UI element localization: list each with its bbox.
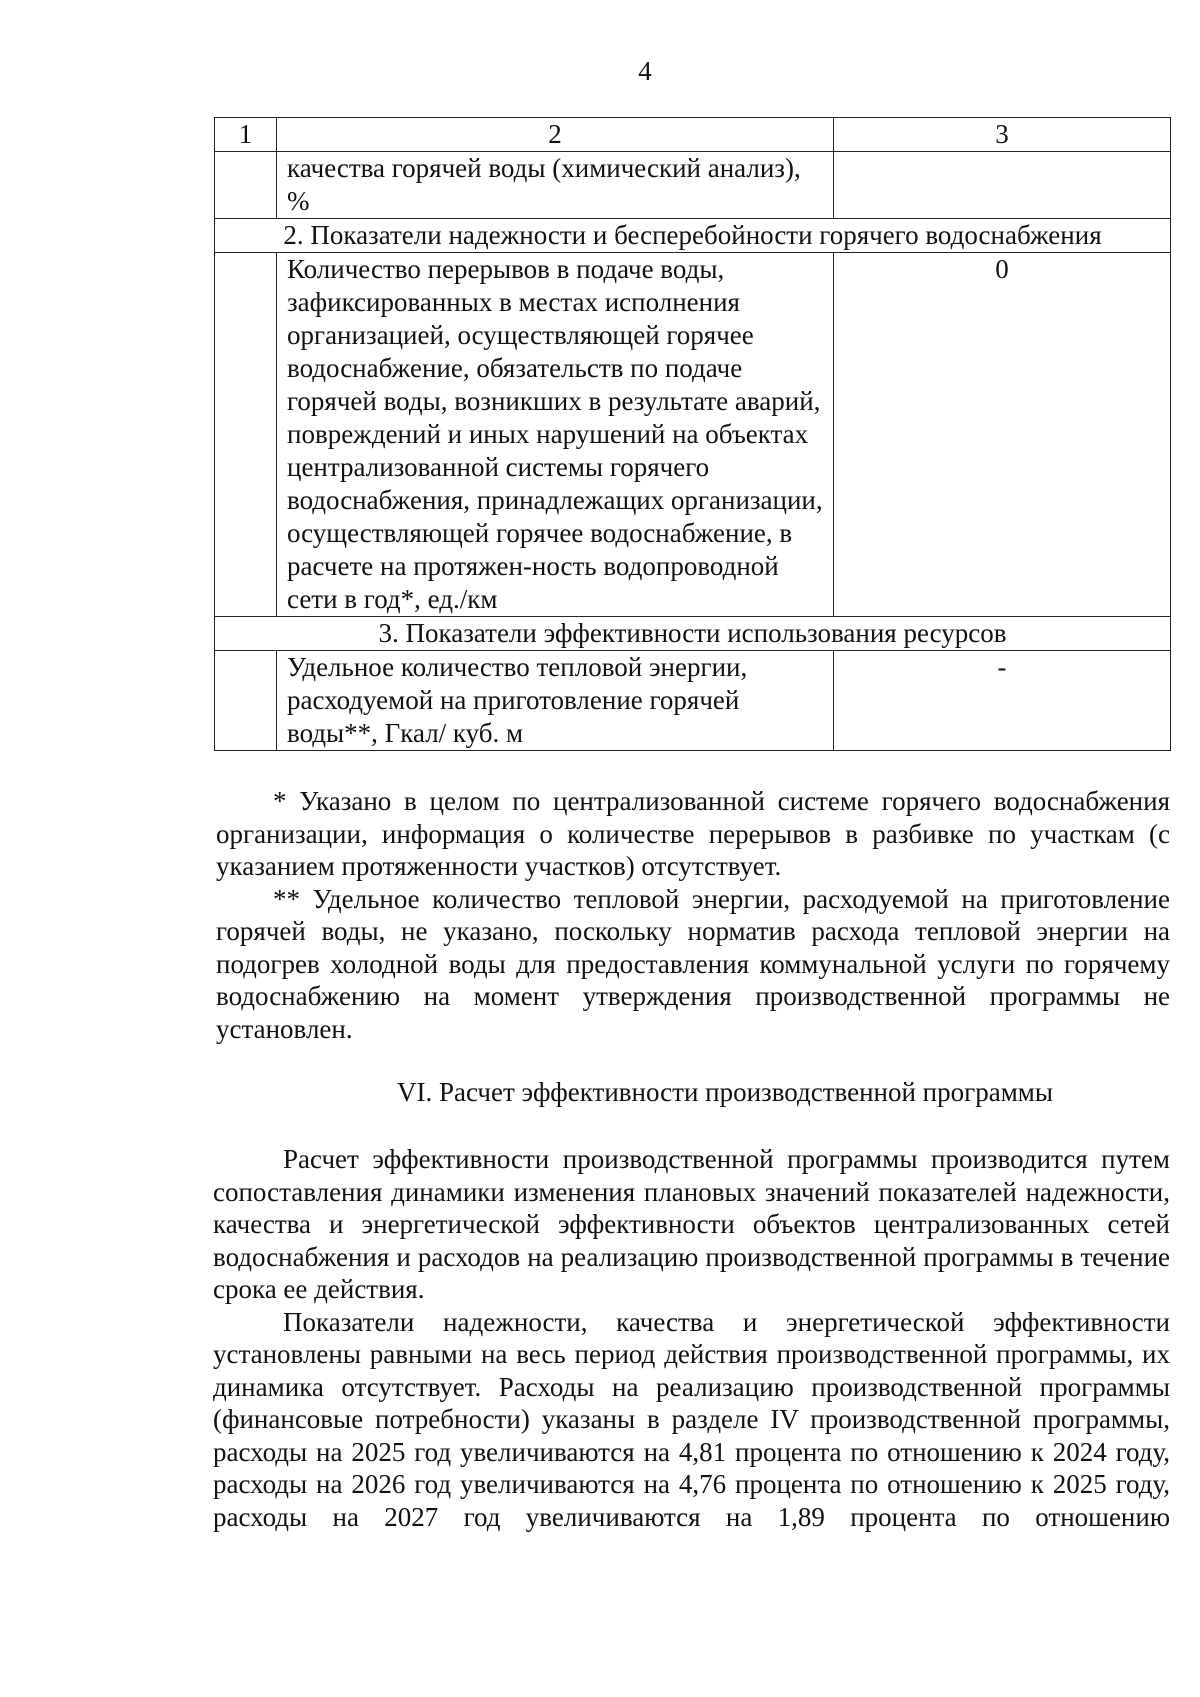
section-title: VI. Расчет эффективности производственной программы: [396, 1077, 1053, 1107]
table-row: [215, 152, 1171, 219]
paragraph: Расчет эффективности производственной программы производится путем сопоставления динамики изменения плановых значений показателей надежности, качества и энергетической эффективности объектов централизованных сетей водоснабжения и расходов на реализацию производственной программы в течение срока ее действия.: [213, 1144, 1170, 1304]
table-cell: [215, 152, 277, 219]
table-section-row: [215, 617, 1171, 651]
table-row: [215, 253, 1171, 617]
footnote-1: * Указано в целом по централизованной системе горячего водоснабжения организации, информация о количестве перерывов в разбивке по участкам (с указанием протяженности участков) отсутствует.: [216, 786, 1170, 881]
table-header-cell: 1: [215, 118, 277, 152]
indicators-table: [214, 117, 1171, 751]
page-number: 4: [638, 56, 652, 86]
table-cell: Количество перерывов в подаче воды, зафиксированных в местах исполнения организацией, осуществляющей горячее водоснабжение, обязательств по подаче горячей воды, возникших в результате аварий, повреждений и иных нарушений на объектах централизованной системы горячего водоснабжения, принадлежащих организации, осуществляющей горячее водоснабжение, в расчете на протяжен-ность водопроводной сети в год*, ед./км: [277, 253, 834, 617]
table-header-cell: 3: [834, 118, 1171, 152]
footnote-2: ** Удельное количество тепловой энергии, расходуемой на приготовление горячей воды, не указано, поскольку норматив расхода тепловой энергии на подогрев холодной воды для предоставления коммунальной услуги по горячему водоснабжению на момент утверждения производственной программы не установлен.: [216, 883, 1170, 1044]
paragraph: Показатели надежности, качества и энергетической эффективности установлены равными на весь период действия производственной программы, их динамика отсутствует. Расходы на реализацию производственной программы (финансовые потребности) указаны в разделе IV производственной программы, расходы на 2025 год увеличиваются на 4,81 процента по отношению к 2024 году, расходы на 2026 год увеличиваются на 4,76 процента по отношению к 2025 году, расходы на 2027 год увеличиваются на 1,89 процента по отношению: [213, 1306, 1170, 1532]
table-cell: [834, 152, 1171, 219]
table-cell: Удельное количество тепловой энергии, расходуемой на приготовление горячей воды**, Гкал/ куб. м: [277, 651, 834, 751]
table-cell: [215, 651, 277, 751]
table-header-cell: 2: [277, 118, 834, 152]
table-cell: 0: [834, 253, 1171, 617]
section-heading-efficiency: 3. Показатели эффективности использования ресурсов: [215, 617, 1171, 651]
table-section-row: [215, 219, 1171, 253]
table-cell: качества горячей воды (химический анализ), %: [277, 152, 834, 219]
footnotes: [216, 785, 1170, 1045]
table-cell: [215, 253, 277, 617]
table-cell: -: [834, 651, 1171, 751]
section-heading-reliability: 2. Показатели надежности и бесперебойности горячего водоснабжения: [215, 219, 1171, 253]
section-body: [213, 1143, 1170, 1533]
table-row: [215, 651, 1171, 751]
table-header-row: [215, 118, 1171, 152]
